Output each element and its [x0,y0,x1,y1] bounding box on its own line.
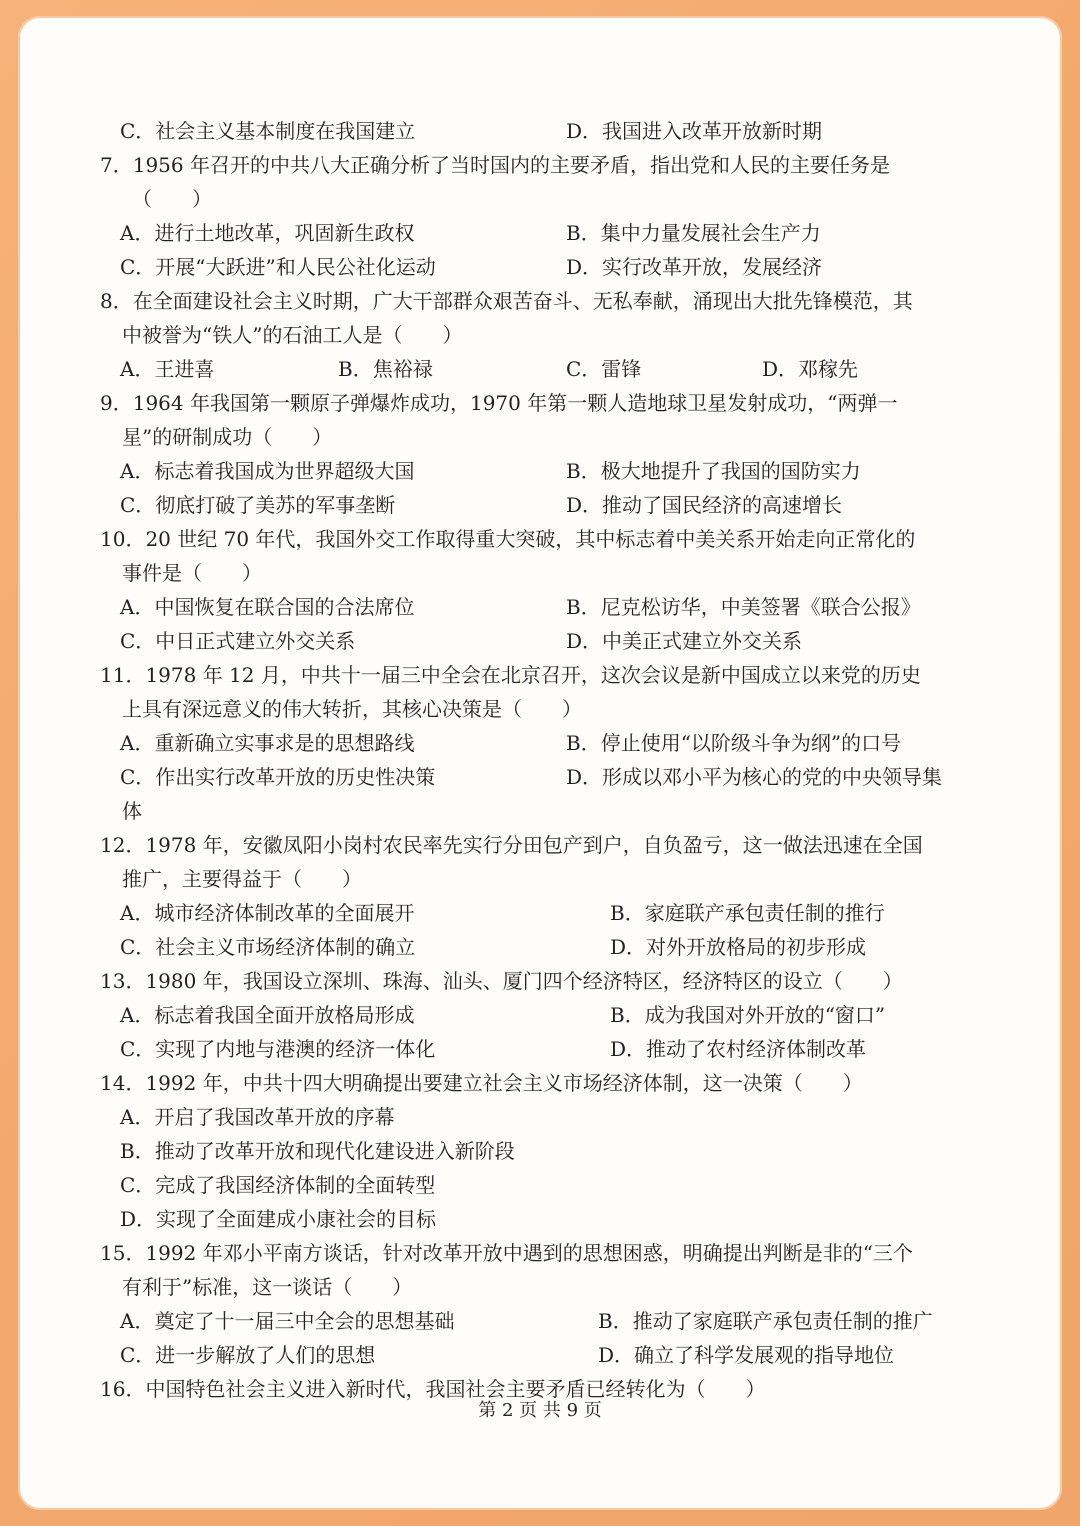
answer-option: D．中美正式建立外交关系 [566,629,803,653]
page-number: 第 2 页 共 9 页 [478,1400,602,1421]
answer-option: A．王进喜 [120,357,215,381]
answer-option: C．作出实行改革开放的历史性决策 [120,765,436,789]
answer-option: D．推动了国民经济的高速增长 [566,493,843,517]
answer-option: C．进一步解放了人们的思想 [120,1343,376,1367]
answer-option: D．我国进入改革开放新时期 [566,119,823,143]
answer-option: B．家庭联产承包责任制的推行 [610,901,885,925]
answer-option: A．重新确立实事求是的思想路线 [120,731,415,755]
answer-option: C．实现了内地与港澳的经济一体化 [120,1037,436,1061]
exam-page: C．社会主义基本制度在我国建立 D．我国进入改革开放新时期 7．1956 年召开的中共八大正确分析了当时国内的主要矛盾，指出党和人民的主要任务是 （ ） A．进行土地改革，巩固新生政权 B．集中力量发展社会生产力 C．开展“大跃进”和人民公社化运动 D．实行改革开放，发展经济 8．在全面建设社会主义时期，广大干部群众艰苦奋斗、无私奉献，涌现出大批先锋模范，其 中被誉为“铁人”的石油工人是（ ） A．王进喜 B．焦裕禄 C．雷锋 D．邓稼先 9．1964 年我国第一颗原子弹爆炸成功，1970 年第一颗人造地球卫星发射成功，“两弹一 星”的研制成功（ ） A．标志着我国成为世界超级大国 B．极大地提升了我国的国防实力 C．彻底打破了美苏的军事垄断 D．推动了国民经济的高速增长 10．20 世纪 70 年代，我国外交工作取得重大突破，其中标志着中美关系开始走向正常化的 事件是（ ） A．中国恢复在联合国的合法席位 B．尼克松访华，中美签署《联合公报》 C．中日正式建立外交关系 D．中美正式建立外交关系 11．1978 年 12 月，中共十一届三中全会在北京召开，这次会议是新中国成立以来党的历史 上具有深远意义的伟大转折，其核心决策是（ ） A．重新确立实事求是的思想路线 B．停止使用“以阶级斗争为纲”的口号 C．作出实行改革开放的历史性决策 D．形成以邓小平为核心的党的中央领导集 体 12．1978 年，安徽凤阳小岗村农民率先实行分田包产到户，自负盈亏，这一做法迅速在全国 推广，主要得益于（ ） A．城市经济体制改革的全面展开 B．家庭联产承包责任制的推行 C．社会主义市场经济体制的确立 D．对外开放格局的初步形成 13．1980 年，我国设立深圳、珠海、汕头、厦门四个经济特区，经济特区的设立（ ） A．标志着我国全面开放格局形成 B．成为我国对外开放的“窗口” C．实现了内地与港澳的经济一体化 D．推动了农村经济体制改革 14．1992 年，中共十四大明确提出要建立社会主义市场经济体制，这一决策（ ） A．开启了我国改革开放的序幕 B．推动了改革开放和现代化建设进入新阶段 C．完成了我国经济体制的全面转型 D．实现了全面建成小康社会的目标 15．1992 年邓小平南方谈话，针对改革开放中遇到的思想困惑，明确提出判断是非的“三个 有利于”标准，这一谈话（ ） A．奠定了十一届三中全会的思想基础 B．推动了家庭联产承包责任制的推广 C．进一步解放了人们的思想 D．确立了科学发展观的指导地位 16．中国特色社会主义进入新时代，我国社会主要矛盾已经转化为（ ） 第 2 页 共 9 页 [18,16,1062,1510]
answer-option: B．尼克松访华，中美签署《联合公报》 [566,595,921,619]
answer-option: A．奠定了十一届三中全会的思想基础 [120,1309,455,1333]
answer-option: D．对外开放格局的初步形成 [610,935,867,959]
answer-option: B．推动了家庭联产承包责任制的推广 [598,1309,933,1333]
answer-option: C．彻底打破了美苏的军事垄断 [120,493,396,517]
answer-option: A．标志着我国成为世界超级大国 [120,459,415,483]
answer-option: B．推动了改革开放和现代化建设进入新阶段 [120,1139,515,1163]
answer-option: A．进行土地改革，巩固新生政权 [120,221,415,245]
answer-option: B．集中力量发展社会生产力 [566,221,821,245]
answer-option: C．完成了我国经济体制的全面转型 [120,1173,436,1197]
answer-option: D．推动了农村经济体制改革 [610,1037,867,1061]
answer-option: C．雷锋 [566,357,642,381]
answer-option: C．中日正式建立外交关系 [120,629,356,653]
answer-option: D．实现了全面建成小康社会的目标 [120,1207,437,1231]
answer-option: D．实行改革开放，发展经济 [566,255,823,279]
answer-option: B．焦裕禄 [338,357,433,381]
answer-option: B．停止使用“以阶级斗争为纲”的口号 [566,731,902,755]
answer-option: C．社会主义基本制度在我国建立 [120,119,416,143]
answer-option: B．成为我国对外开放的“窗口” [610,1003,886,1027]
answer-option-cont: 体 [122,799,142,823]
answer-option: C．社会主义市场经济体制的确立 [120,935,416,959]
answer-option: B．极大地提升了我国的国防实力 [566,459,861,483]
answer-option: D．形成以邓小平为核心的党的中央领导集 [566,765,943,789]
answer-option: D．邓稼先 [762,357,859,381]
answer-option: C．开展“大跃进”和人民公社化运动 [120,255,436,279]
answer-option: A．城市经济体制改革的全面展开 [120,901,415,925]
answer-option: A．开启了我国改革开放的序幕 [120,1105,395,1129]
answer-option: D．确立了科学发展观的指导地位 [598,1343,895,1367]
answer-option: A．中国恢复在联合国的合法席位 [120,595,415,619]
answer-option: A．标志着我国全面开放格局形成 [120,1003,415,1027]
